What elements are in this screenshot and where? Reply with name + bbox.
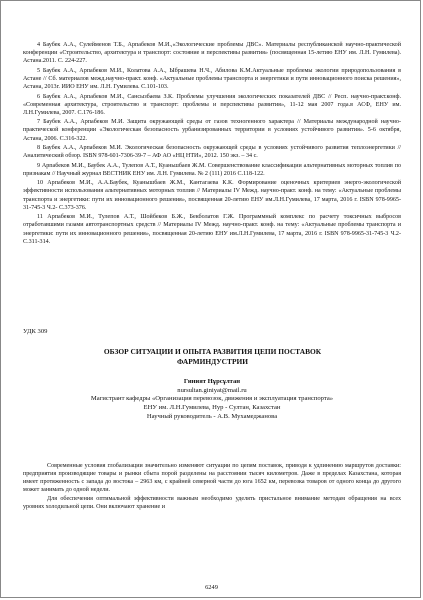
reference-item: 5 Баубек А.А., Арпабеков М.И., Колатова А.А., Ыбрашева Н.Ч., Абилова К.М.Актуальные проблемы экологии природопользования в Астане // Сб. материалов межд.научно-практ. конф. «Актуальные проблемы транспорта и энергетики и пути инновационного поиска решения», Астана, 2013г. ИИО ЕНУ им. Л.Н. Гумилева. С.101-103. [23,67,401,91]
body-paragraph: Современные условия глобализации значительно изменяют ситуации по цепям поставок, приводя к удлинению маршрутов доставки: предприятия производящие товары и рынки сбыта порой разделены на расстоянии тысяч километров. Даже в пределах Казахстана, которая имеет протяженность с запада до востока – 2963 км, с крайней северной части до юга 1652 км, перевозка товаров от одного конца до другого может занимать до одной недели. [23,463,401,494]
body-paragraph: Для обеспечения оптимальной эффективности важным необходимо уделять пристальное внимание методам обращения на всех уровнях холодильной цепи. Они включают хранение и [23,496,401,511]
author-name: Гиният Нұрсұлтан [183,378,241,385]
page-number: 6249 [205,584,218,591]
udc-code: УДК 309 [23,328,48,335]
reference-item: 4 Баубек А.А., Сулейменов Т.Б., Арпабеков М.И.,«Экологические проблемы ДВС». Материалы республиканской научно-практической конференции «Строительство, архитектура и транспорт: состояние и перспективы развития» (посвященная 15-летию ЕНУ им. Л.Н. Гумилева). Астана.2011. С. 224-227. [23,42,401,65]
author-affiliation: Магистрант кафедры «Организация перевозок, движения и эксплуатация транспорта» [90,395,334,403]
author-supervisor: Научный руководитель - А.В. Мухамеджанова [146,412,278,420]
reference-item: 10 Арпабеков М.И., А.А.Баубек, Куанышбаев Ж.М., Кантагаева К.К. Формирование оценочных критериев энерго-экологической эффективности использования альтернативных моторных топлив // Материалы IV Межд. научно-практ. конф. на тему: «Актуальные проблемы транспорта и энергетики: пути их инновационного решения», посвященная 20-летию ЕНУ им.Л.Н.Гумилева, 17 марта, 2016 г. ISBN 978-9965-31-745-3 Ч.2- С.373-376. [23,180,401,211]
reference-item: 7 Баубек А.А., Арпабеков М.И. Защита окружающей среды от газов техногенного характера // Материалы международной научно-практической конференции «Экологическая безопасность урбанизированных территории в условиях устойчивого развития». 5-6 октября, Астана, 2006. С.316-322. [23,119,401,142]
title-line: ОБЗОР СИТУАЦИИ И ОПЫТА РАЗВИТИЯ ЦЕПИ ПОСТАВОК [103,347,322,356]
reference-item: 8 Баубек А.А., Арпабеков М.И. Экологическая безопасность окружающей среды в условиях устойчивого развития теплоэнергетики // Аналитический обзор. ISBN 978-601-7306-39-7 – АФ АО «НЦ НТИ», 2012. 150 экз. – 34 с. [23,145,401,160]
author-block [23,378,401,422]
title-line: ФАРМИНДУСТРИИ [177,357,248,366]
article-title [41,347,384,367]
reference-item: 11 Арпабеков М.И., Тулепов А.Т., Шойбеков Б.Ж., Бекболатов Г.Ж. Программный комплекс по расчету токсичных выбросов отработавшими газами автотранспортных средств // Материалы IV Межд. научно-практ. конф. на тему: «Актуальные проблемы транспорта и энергетики: пути их инновационного решения», посвященная 20-летию ЕНУ им.Л.Н.Гумилева, 17 марта, 2016 г. ISBN 978-9965-31-745-3 Ч.2- С.311-314. [23,214,401,245]
reference-item: 9 Арпабеков М.И., Баубек А.А., Тулепов А.Т., Куаньшбаев Ж.М. Совершенствование классификации альтернативных моторных топлив по признакам // Научный журнал ВЕСТНИК ЕНУ им. Л.Н. Гумилева. № 2 (111) 2016 С.118-122. [23,162,401,177]
article-body [23,462,401,512]
author-email: nursultan.giniyat@mail.ru [177,386,247,394]
author-university: ЕНУ им. Л.Н.Гумилева, Нур - Султан, Казахстан [143,404,281,412]
reference-list [23,41,401,247]
reference-item: 6 Баубек А.А., Арпабеков М.И., Сансызбаева З.К. Проблемы улучшения экологических показателей ДВС // Респ. научно-практ.конф. «Современная архитектура, строительство и транспорт: проблемы и перспективы развития», 11-12 мая 2007 года.в АСФ, ЕНУ им. Л.Н.Гумилева, 2007. С.176-186. [23,93,401,116]
